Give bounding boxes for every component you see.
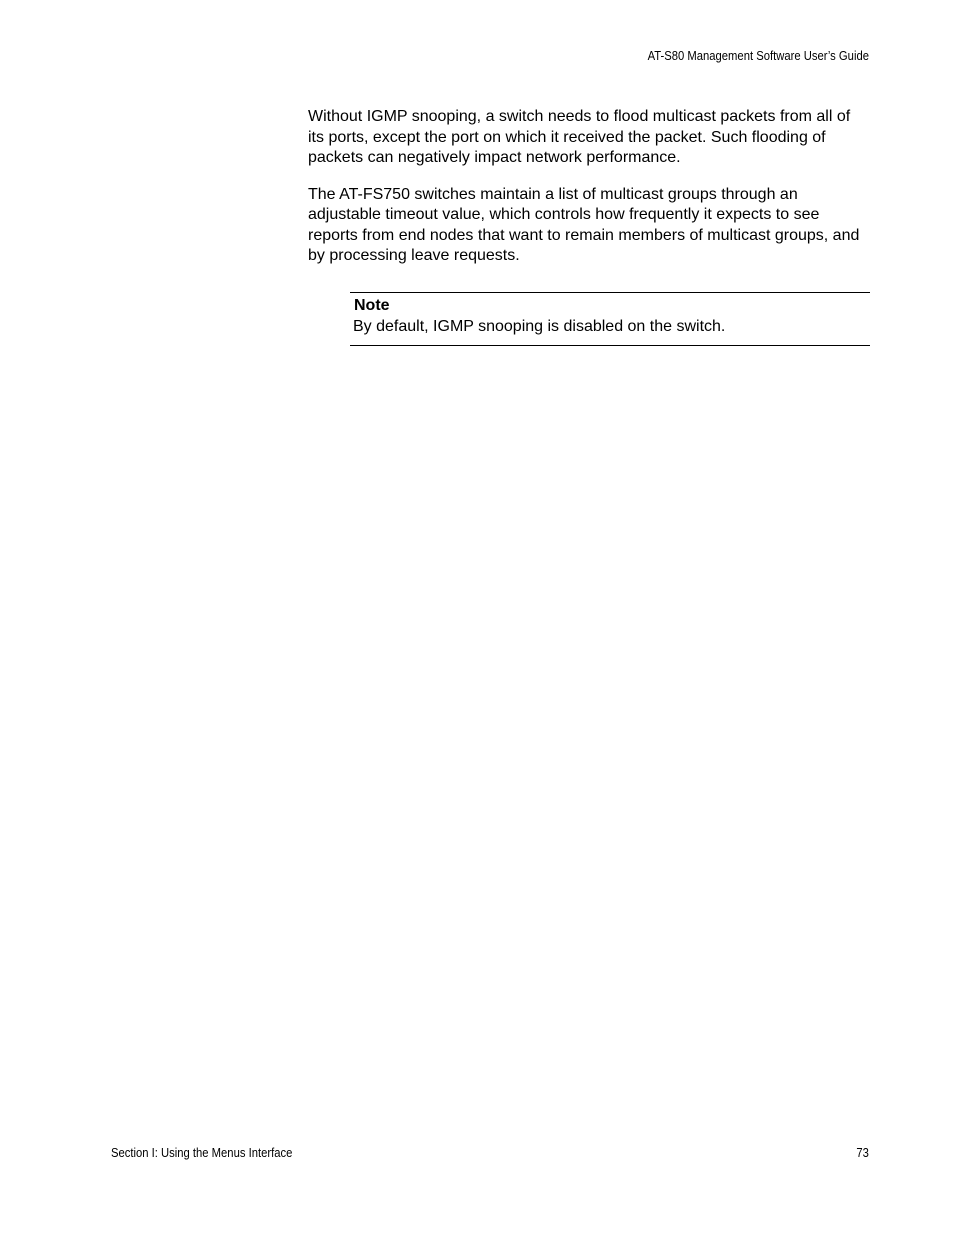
running-header: AT-S80 Management Software User’s Guide [647,49,869,63]
page-number: 73 [856,1146,869,1160]
paragraph-multicast-groups: The AT-FS750 switches maintain a list of multicast groups through an adjustable timeout value, which controls how frequently it expects to see reports from end nodes that want to remain members of multicast groups, and by processing leave requests. [308,185,860,264]
note-text: By default, IGMP snooping is disabled on the switch. [353,318,726,335]
footer-section: Section I: Using the Menus Interface [111,1146,293,1160]
paragraph-flooding: Without IGMP snooping, a switch needs to flood multicast packets from all of its ports, except the port on which it received the packet. Such flooding of packets can negatively impact network performance. [308,108,851,166]
body-text [308,107,870,267]
note-title: Note [354,297,390,314]
note-box [350,292,870,346]
